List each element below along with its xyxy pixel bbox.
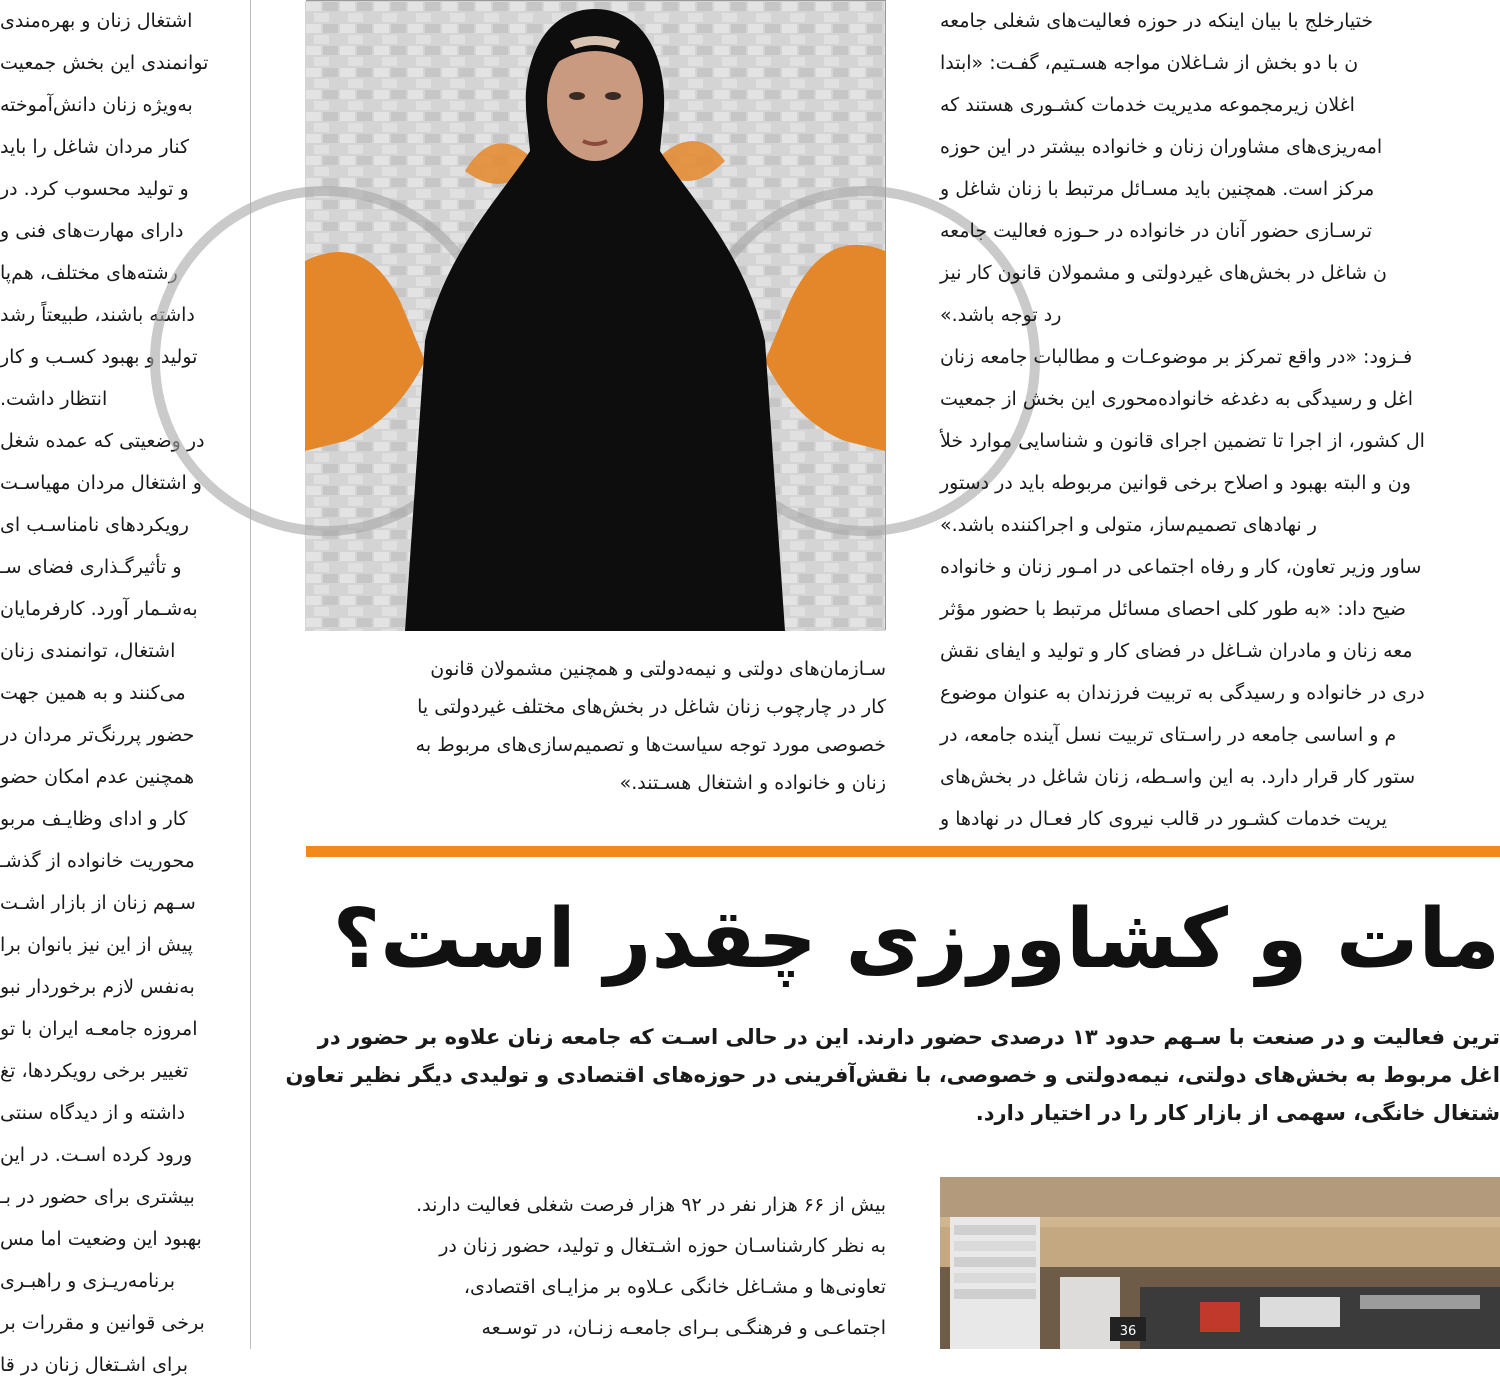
text-line: امه‌ریزی‌های مشاوران زنان و خانواده بیشتر در این حوزه xyxy=(940,136,1383,158)
text-line: می‌کنند و به همین جهت xyxy=(0,682,186,704)
text-line: برای اشـتغال زنان در قا xyxy=(0,1354,189,1376)
text-line: مرکز است. همچنین باید مسـائل مرتبط با زنان شاغل و xyxy=(940,178,1375,200)
text-line: برنامه‌ریـزی و راهبـری xyxy=(0,1270,175,1292)
text-line: رشته‌های مختلف، هم‌پا xyxy=(0,262,178,284)
text-line: ترسـازی حضور آنان در خانواده در حـوزه فعالیت جامعه xyxy=(940,220,1373,242)
text-line: رویکردهای نامناسـب ای xyxy=(0,514,189,536)
workshop-photo xyxy=(940,1177,1500,1349)
bottom-paragraph xyxy=(306,1185,886,1349)
text-line: تغییر برخی رویکردها، تغ xyxy=(0,1060,189,1082)
text-line: توانمندی این بخش جمعیت xyxy=(0,52,209,74)
text-line: خصوصی مورد توجه سیاست‌ها و تصمیم‌سازی‌های مربوط به xyxy=(415,734,886,756)
text-line: م و اساسی جامعه در راسـتای تربیت نسل آینده جامعه، در xyxy=(940,724,1397,746)
text-line: در وضعیتی که عمده شغل xyxy=(0,430,205,452)
photo-badge: 36 xyxy=(1119,1324,1137,1339)
text-line: همچنین عدم امکان حضو xyxy=(0,766,195,788)
text-line: ختیارخلج با بیان اینکه در حوزه فعالیت‌های شغلی جامعه xyxy=(940,10,1374,32)
portrait-photo xyxy=(306,0,886,630)
text-line: زنان و خانواده و اشتغال هسـتند.» xyxy=(619,772,886,794)
text-line: داشته و از دیدگاه سنتی xyxy=(0,1102,186,1124)
text-line: داشته باشند، طبیعتاً رشد xyxy=(0,304,195,326)
left-column xyxy=(0,0,236,1376)
text-line: بیشتری برای حضور در بـ xyxy=(0,1186,195,1208)
text-line: کنار مردان شاغل را باید xyxy=(0,136,190,158)
text-line: تولید و بهبود کسـب و کار xyxy=(0,346,198,368)
text-line: ر نهادهای تصمیم‌ساز، متولی و اجراکننده باشد.» xyxy=(940,514,1317,536)
text-line: ساور وزیر تعاون، کار و رفاه اجتماعی در امـور زنان و خانواده xyxy=(940,556,1422,578)
text-line: برخی قوانین و مقررات بر xyxy=(0,1312,205,1334)
text-line: پیش از این نیز بانوان برا xyxy=(0,934,193,956)
workshop-illustration xyxy=(940,1177,1500,1349)
text-line: کار در چارچوب زنان شاغل در بخش‌های مختلف غیردولتی یا xyxy=(417,696,886,718)
text-line: به‌نفس لازم برخوردار نبو xyxy=(0,976,195,998)
text-line: اغلان زیرمجموعه مدیریت خدمات کشـوری هستند که xyxy=(940,94,1355,116)
text-line: اغل مربوط به بخش‌های دولتی، نیمه‌دولتی و خصوصی، با نقش‌آفرینی در حوزه‌های اقتصادی و تولیدی دیگر نظیر تعاون xyxy=(285,1063,1500,1087)
text-line: به‌ویژه زنان دانش‌آموخته xyxy=(0,94,193,116)
section-rule xyxy=(306,846,1500,857)
text-line: کار و ادای وظایـف مربو xyxy=(0,808,188,830)
lead-paragraph xyxy=(285,1018,1500,1132)
text-line: ستور کار قرار دارد. به این واسـطه، زنان شاغل در بخش‌های xyxy=(940,766,1416,788)
text-line: سـهم زنان از بازار اشـت xyxy=(0,892,196,914)
text-line: بیش از ۶۶ هزار نفر در ۹۲ هزار فرصت شغلی فعالیت دارند. xyxy=(416,1194,886,1216)
text-line: بهبود این وضعیت اما مس xyxy=(0,1228,202,1250)
text-line: و اشتغال مردان مهیاسـت xyxy=(0,472,202,494)
text-line: یریت خدمات کشـور در قالب نیروی کار فعـال در نهادها و xyxy=(940,808,1388,830)
text-line: و تأثیرگـذاری فضای سـ xyxy=(0,556,182,578)
right-column xyxy=(940,0,1500,830)
text-line: انتظار داشت. xyxy=(0,388,108,410)
headline: مات و کشاورزی چقدر است؟ xyxy=(332,892,1500,987)
text-line: و تولید محسوب کرد. در xyxy=(0,178,189,200)
text-line: ضیح داد: «به طور کلی احصای مسائل مرتبط با حضور مؤثر xyxy=(940,598,1407,620)
text-line: فـزود: «در واقع تمرکز بر موضوعـات و مطالبات جامعه زنان xyxy=(940,346,1413,368)
text-line: به‌شـمار آورد. کارفرمایان xyxy=(0,598,198,620)
text-line: اغل و رسیدگی به دغدغه خانواده‌محوری این بخش از جمعیت xyxy=(940,388,1413,410)
text-line: به نظر کارشناسـان حوزه اشـتغال و تولید، حضور زنان در xyxy=(439,1235,886,1257)
text-line: اجتماعـی و فرهنگـی بـرای جامعـه زنـان، در توسـعه xyxy=(481,1317,886,1339)
text-line: تعاونی‌ها و مشـاغل خانگی عـلاوه بر مزایـای اقتصادی، xyxy=(463,1276,886,1298)
text-line: شتغال خانگی، سهمی از بازار کار را در اختیار دارد. xyxy=(975,1101,1500,1125)
text-line: اشتغال، توانمندی زنان xyxy=(0,640,176,662)
text-line: سـازمان‌های دولتی و نیمه‌دولتی و همچنین مشمولان قانون xyxy=(430,658,886,680)
text-line: حضور پررنگ‌تر مردان در xyxy=(0,724,195,746)
text-line: دارای مهارت‌های فنی و xyxy=(0,220,184,242)
text-line: معه زنان و مادران شـاغل در فضای کار و تولید و ایفای نقش xyxy=(940,640,1413,662)
text-line: محوریت خانواده از گذشـ xyxy=(0,850,195,872)
column-divider xyxy=(250,0,251,1349)
text-line: امروزه جامعـه ایران با تو xyxy=(0,1018,198,1040)
text-line: اشتغال زنان و بهره‌مندی xyxy=(0,10,193,32)
text-line: ون و البته بهبود و اصلاح برخی قوانین مربوطه باید در دستور xyxy=(940,472,1411,494)
text-line: ترین فعالیت و در صنعت با سـهم حدود ۱۳ درصدی حضور دارند. این در حالی اسـت که جامعه زنان علاوه بر حضور در xyxy=(317,1025,1500,1049)
text-line: ن شاغل در بخش‌های غیردولتی و مشمولان قانون کار نیز xyxy=(940,262,1387,284)
text-line: دری در خانواده و رسیدگی به تربیت فرزندان به عنوان موضوع xyxy=(940,682,1425,704)
text-line: ال کشور، از اجرا تا تضمین اجرای قانون و شناسایی موارد خلأ xyxy=(940,430,1425,452)
text-line: ن با دو بخش از شـاغلان مواجه هسـتیم، گفـت: «ابتدا xyxy=(940,52,1359,74)
text-line: ورود کرده اسـت. در این xyxy=(0,1144,193,1166)
photo-caption xyxy=(306,650,886,802)
text-line: رد توجه باشد.» xyxy=(940,304,1062,326)
portrait-illustration xyxy=(305,1,885,631)
